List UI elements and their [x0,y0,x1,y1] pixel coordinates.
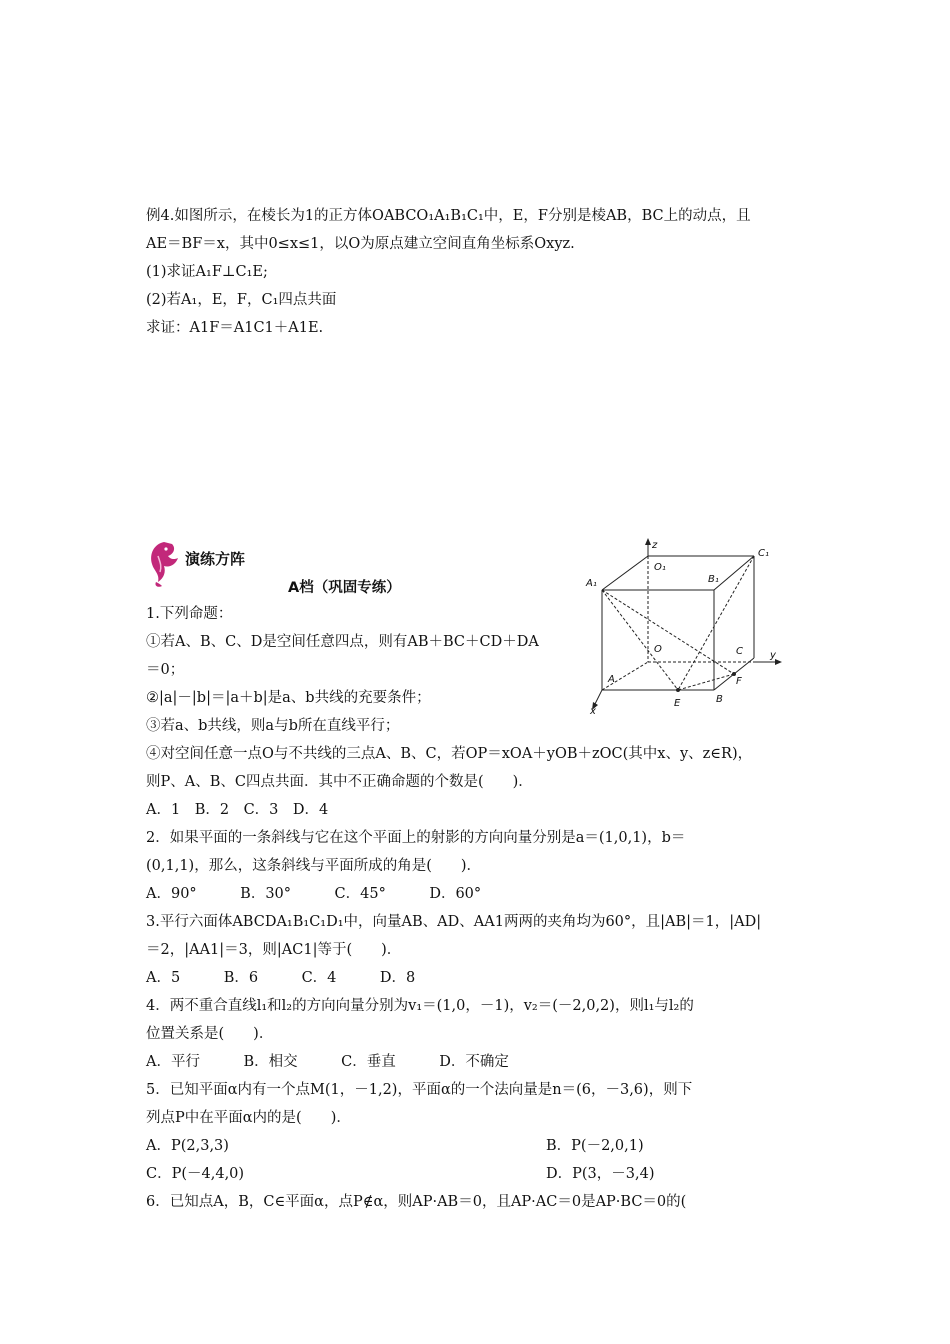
label-E: E [674,698,681,709]
q3-options: A．5 B．6 C．4 D．8 [146,970,416,986]
q6-line1: 6．已知点A，B，C∈平面α，点P∉α，则AP·AB＝0，且AP·AC＝0是AP·BC＝0的( [146,1194,687,1210]
q1-statement2: ②|a|－|b|＝|a＋b|是a、b共线的充要条件； [146,690,431,706]
dolphin-icon [146,538,182,590]
q1-statement1-cont: ＝0； [146,662,185,678]
label-O1: O₁ [654,562,666,573]
q1-head: 1.下列命题： [146,606,233,622]
label-F: F [736,676,742,687]
q5-option-c: C．P(－4,4,0) [146,1166,245,1182]
label-B: B [716,694,723,705]
label-A1: A₁ [586,578,597,589]
label-C: C [736,646,743,657]
cube-figure [582,538,792,716]
q3-line1: 3.平行六面体ABCDA₁B₁C₁D₁中，向量AB、AD、AA1两两的夹角均为60°，且|AB|＝1，|AD| [146,914,762,930]
example4-part2: (2)若A₁，E，F，C₁四点共面 [146,292,337,308]
example4-line1: 例4.如图所示，在棱长为1的正方体OABCO₁A₁B₁C₁中，E，F分别是棱AB，BC上的动点，且 [146,208,751,224]
q1-statement4: ④对空间任意一点O与不共线的三点A、B、C，若OP＝xOA＋yOB＋zOC(其中x、y、z∈R)， [146,746,753,762]
example4-part1: (1)求证A₁F⊥C₁E; [146,264,268,280]
q5-line1: 5．已知平面α内有一个点M(1，－1,2)，平面α的一个法向量是n＝(6，－3,6)，则下 [146,1082,693,1098]
example4-part3: 求证：A1F＝A1C1＋A1E. [146,320,324,336]
label-C1: C₁ [758,548,769,559]
q3-line2: ＝2，|AA1|＝3，则|AC1|等于( )． [146,942,402,958]
label-z: z [652,540,658,551]
label-x: x [590,706,596,716]
q5-option-b: B．P(－2,0,1) [546,1138,644,1154]
q2-line1: 2．如果平面的一条斜线与它在这个平面上的射影的方向向量分别是a＝(1,0,1)，b＝ [146,830,686,846]
q2-options: A．90° B．30° C．45° D．60° [146,886,482,902]
q2-line2: (0,1,1)，那么，这条斜线与平面所成的角是( )． [146,858,482,874]
q1-statement1: ①若A、B、C、D是空间任意四点，则有AB＋BC＋CD＋DA [146,634,539,650]
label-A: A [608,674,615,685]
q4-line2: 位置关系是( )． [146,1026,274,1042]
q4-options: A．平行 B．相交 C．垂直 D．不确定 [146,1054,509,1070]
q5-option-a: A．P(2,3,3) [146,1138,229,1154]
q5-line2: 列点P中在平面α内的是( )． [146,1110,351,1126]
q1-options: A．1 B．2 C．3 D．4 [146,802,329,818]
q4-line1: 4．两不重合直线l₁和l₂的方向向量分别为v₁＝(1,0，－1)，v₂＝(－2,0,2)，则l₁与l₂的 [146,998,694,1014]
q1-statement3: ③若a、b共线，则a与b所在直线平行； [146,718,400,734]
example4-line2: AE＝BF＝x，其中0≤x≤1，以O为原点建立空间直角坐标系Oxyz. [146,236,575,252]
label-O: O [654,644,662,655]
label-B1: B₁ [708,574,719,585]
q5-option-d: D．P(3，－3,4) [546,1166,655,1182]
label-y: y [770,650,776,661]
section-title: 演练方阵 [185,550,246,568]
q1-statement4-cont: 则P、A、B、C四点共面．其中不正确命题的个数是( )． [146,774,533,790]
section-subtitle: A档（巩固专练） [288,580,401,596]
